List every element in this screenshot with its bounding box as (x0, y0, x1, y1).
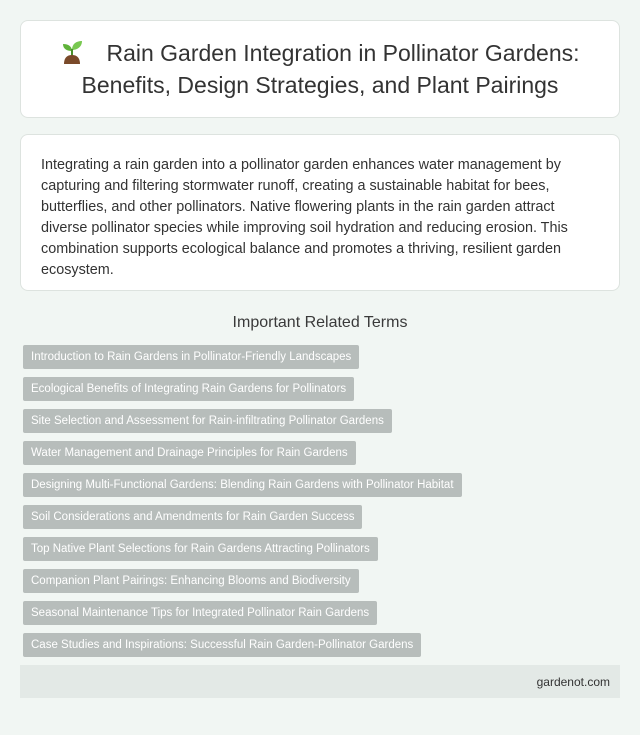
related-term-link[interactable]: Soil Considerations and Amendments for Rain Garden Success (23, 505, 362, 529)
related-term-link[interactable]: Site Selection and Assessment for Rain-infiltrating Pollinator Gardens (23, 409, 392, 433)
footer-site-link[interactable]: gardenot.com (536, 674, 610, 689)
intro-paragraph: Integrating a rain garden into a pollinator garden enhances water management by capturing and filtering stormwater runoff, creating a sustainable habitat for bees, butterflies, and other pollinators. Native flowering plants in the rain garden attract diverse pollinator species while improving soil hydration and reducing erosion. This combination supports ecological balance and promotes a thriving, resilient garden ecosystem. (41, 157, 568, 278)
footer (20, 665, 620, 698)
page-title (41, 37, 599, 101)
related-term-link[interactable]: Introduction to Rain Gardens in Pollinator-Friendly Landscapes (23, 345, 359, 369)
title-card (20, 20, 620, 118)
related-terms-heading: Important Related Terms (232, 314, 408, 331)
related-term-link[interactable]: Designing Multi-Functional Gardens: Blending Rain Gardens with Pollinator Habitat (23, 473, 462, 497)
related-term-link[interactable]: Case Studies and Inspirations: Successful Rain Garden-Pollinator Gardens (23, 633, 421, 657)
related-terms-list (20, 345, 620, 657)
page-title-text: Rain Garden Integration in Pollinator Gardens: Benefits, Design Strategies, and Plant Pairings (81, 40, 580, 98)
related-term-link[interactable]: Seasonal Maintenance Tips for Integrated Pollinator Rain Gardens (23, 601, 377, 625)
related-term-link[interactable]: Ecological Benefits of Integrating Rain Gardens for Pollinators (23, 377, 354, 401)
related-term-link[interactable]: Top Native Plant Selections for Rain Gardens Attracting Pollinators (23, 537, 378, 561)
related-term-link[interactable]: Water Management and Drainage Principles for Rain Gardens (23, 441, 356, 465)
seedling-icon (60, 38, 84, 64)
intro-card (20, 134, 620, 291)
related-term-link[interactable]: Companion Plant Pairings: Enhancing Blooms and Biodiversity (23, 569, 359, 593)
